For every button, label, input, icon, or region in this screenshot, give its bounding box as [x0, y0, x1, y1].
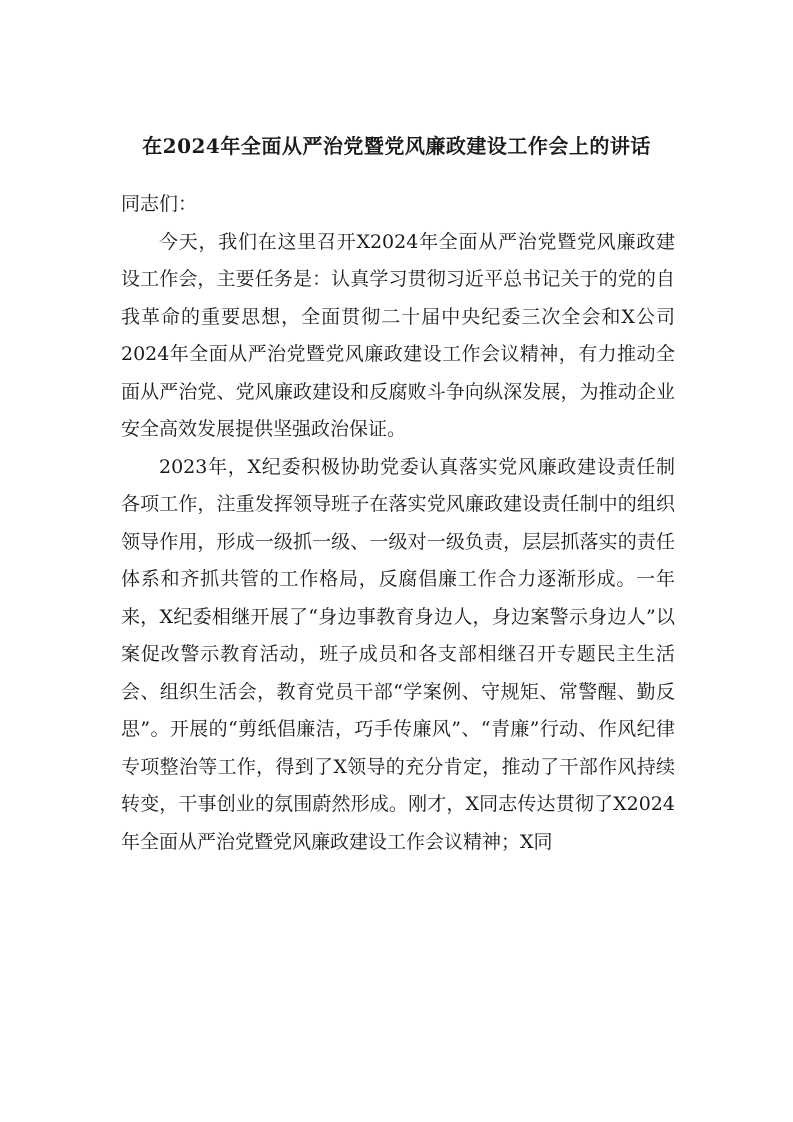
paragraph-1: 今天，我们在这里召开X2024年全面从严治党暨党风廉政建设工作会，主要任务是：认真学习贯彻习近平总书记关于的党的自我革命的重要思想，全面贯彻二十届中央纪委三次全会和X公司2024年全面从严治党暨党风廉政建设工作会议精神，有力推动全面从严治党、党风廉政建设和反腐败斗争向纵深发展，为推动企业安全高效发展提供坚强政治保证。: [121, 230, 675, 440]
paragraph-2: 2023年，X纪委积极协助党委认真落实党风廉政建设责任制各项工作，注重发挥领导班子在落实党风廉政建设责任制中的组织领导作用，形成一级抓一级、一级对一级负责，层层抓落实的责任体系和齐抓共管的工作格局，反腐倡廉工作合力逐渐形成。一年来，X纪委相继开展了“身边事教育身边人，身边案警示身边人”以案促改警示教育活动，班子成员和各支部相继召开专题民主生活会、组织生活会，教育党员干部“学案例、守规矩、常警醒、勤反思”。开展的“剪纸倡廉洁，巧手传廉风”、“青廉”行动、作风纪律专项整治等工作，得到了X领导的充分肯定，推动了干部作风持续转变，干事创业的氛围蔚然形成。刚才，X同志传达贯彻了X2024年全面从严治党暨党风廉政建设工作会议精神；X同: [121, 455, 675, 853]
document-title: 在2024年全面从严治党暨党风廉政建设工作会上的讲话: [142, 134, 651, 158]
salutation: 同志们：: [121, 193, 198, 215]
document-body: [121, 186, 675, 861]
